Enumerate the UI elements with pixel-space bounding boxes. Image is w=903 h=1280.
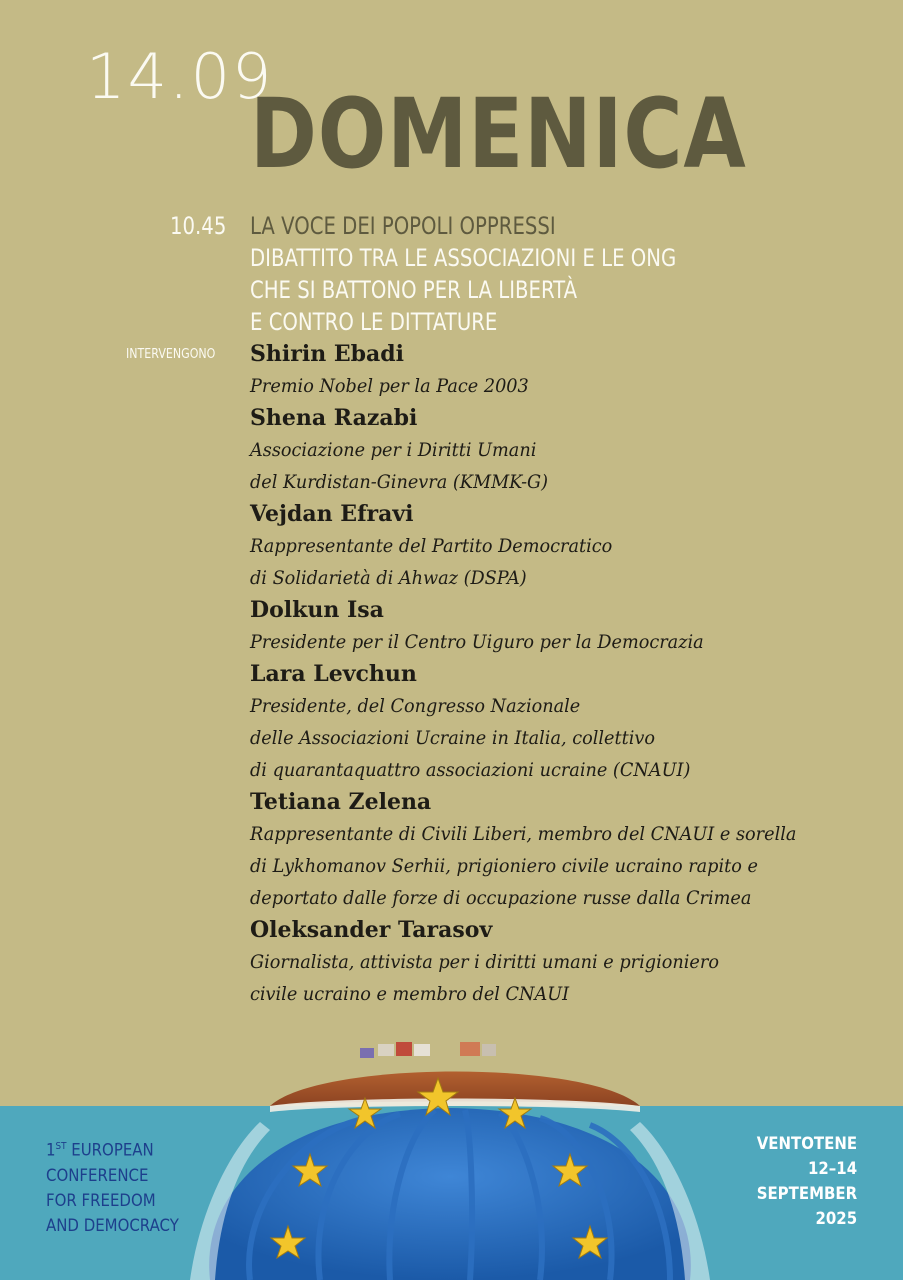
session-subtitle-line: E CONTRO LE DITTATURE: [250, 308, 498, 336]
speaker-role-line: deportato dalle forze di occupazione russe dalla Crimea: [250, 887, 752, 909]
speakers-label: INTERVENGONO: [126, 347, 216, 362]
speaker: [250, 498, 890, 594]
speaker-name: Shena Razabi: [250, 405, 418, 431]
speaker-role-line: del Kurdistan-Ginevra (KMMK-G): [250, 471, 549, 493]
speaker: [250, 594, 890, 658]
speaker-role-line: Premio Nobel per la Pace 2003: [250, 375, 529, 397]
session-subtitle-line: CHE SI BATTONO PER LA LIBERTÀ: [250, 276, 578, 304]
speaker-role-line: civile ucraino e membro del CNAUI: [250, 983, 570, 1005]
speaker-role-line: Presidente, del Congresso Nazionale: [250, 695, 581, 717]
speaker: [250, 338, 890, 402]
conference-line: AND DEMOCRACY: [46, 1215, 179, 1236]
speaker-role-line: Giornalista, attivista per i diritti umani e prigioniero: [250, 951, 719, 973]
conference-line: FOR FREEDOM: [46, 1190, 156, 1211]
speaker-role-line: Associazione per i Diritti Umani: [250, 439, 537, 461]
date-range: 12–14: [807, 1159, 857, 1179]
ordinal: 1: [46, 1140, 56, 1161]
eu-island-globe-illustration: [170, 1030, 730, 1280]
speaker-role-line: Rappresentante del Partito Democratico: [250, 535, 613, 557]
speaker-role-line: di Lykhomanov Serhii, prigioniero civile ucraino rapito e: [250, 855, 758, 877]
conference-line: EUROPEAN: [66, 1140, 154, 1161]
event-location-dates: [757, 1132, 857, 1232]
session-title: LA VOCE DEI POPOLI OPPRESSI: [250, 212, 556, 240]
month: SEPTEMBER: [756, 1184, 857, 1204]
speaker-name: Dolkun Isa: [250, 597, 384, 623]
speaker: [250, 402, 890, 498]
speaker-role-line: di Solidarietà di Ahwaz (DSPA): [250, 567, 527, 589]
conference-line: CONFERENCE: [46, 1165, 149, 1186]
year: 2025: [815, 1209, 857, 1229]
conference-name: [46, 1134, 179, 1239]
ordinal-suffix: ST: [55, 1141, 67, 1152]
speaker-name: Lara Levchun: [250, 661, 417, 687]
session-subtitle-line: DIBATTITO TRA LE ASSOCIAZIONI E LE ONG: [250, 244, 677, 272]
speaker-name: Tetiana Zelena: [250, 789, 432, 815]
speaker: [250, 786, 890, 914]
speaker-role-line: di quarantaquattro associazioni ucraine (CNAUI): [250, 759, 691, 781]
event-day: DOMENICA: [250, 78, 747, 190]
speaker: [250, 914, 890, 1010]
speaker-role-line: delle Associazioni Ucraine in Italia, collettivo: [250, 727, 656, 749]
speaker-role-line: Presidente per il Centro Uiguro per la Democrazia: [250, 631, 704, 653]
speaker-name: Oleksander Tarasov: [250, 917, 493, 943]
speaker-name: Shirin Ebadi: [250, 341, 404, 367]
speaker-role-line: Rappresentante di Civili Liberi, membro del CNAUI e sorella: [250, 823, 797, 845]
speakers-list: [250, 338, 890, 1010]
speaker-name: Vejdan Efravi: [250, 501, 414, 527]
location: VENTOTENE: [756, 1134, 857, 1154]
event-date: 14.09: [86, 40, 274, 113]
session-time: 10.45: [170, 212, 227, 240]
speaker: [250, 658, 890, 786]
